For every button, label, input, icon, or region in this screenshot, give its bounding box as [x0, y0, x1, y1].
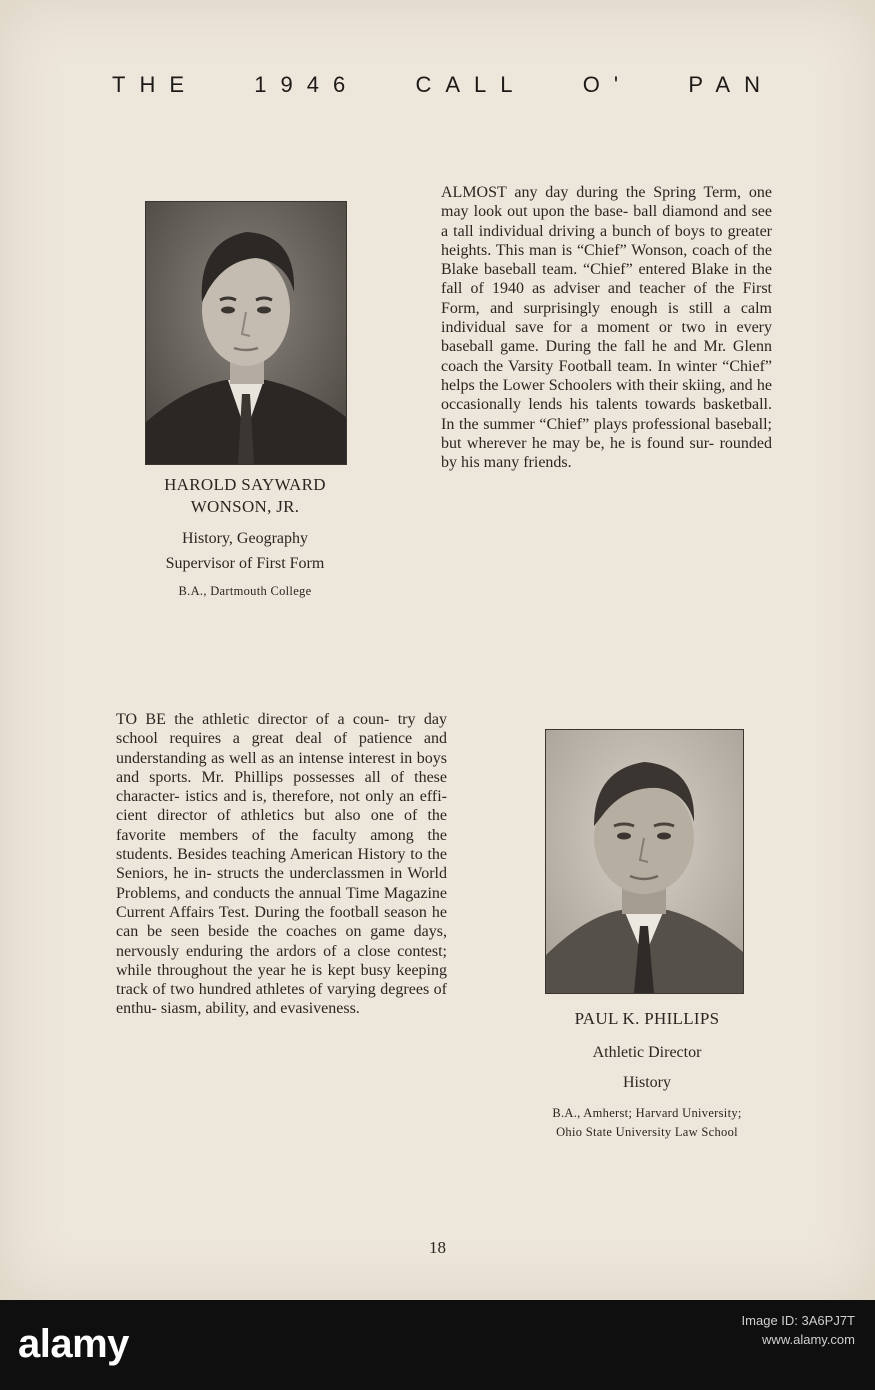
bio-wonson-text: ALMOST any day during the Spring Term, one may look out upon the base- ball diamond and see a tall individual driving a bunch of boys to greater heights. This man is “Chief” Wonson, coach of the Blake baseball team. “Chief” entered Blake in the fall of 1940 as adviser and teacher of the First Form, and surprisingly enough is still a calm individual save for a moment or two in every baseball game. During the fall he and Mr. Glenn coach the Varsity Football team. In winter “Chief” helps the Lower Schoolers with their skiing, and he occasionally lends his talents towards basketball. In the summer “Chief” plays professional baseball; but wherever he may be, he is found sur- rounded by his many friends. — [441, 184, 772, 472]
header-word-pan: PAN — [688, 72, 774, 97]
subjects-phillips: History — [623, 1074, 671, 1091]
degree-phillips-line2: Ohio State University Law School — [556, 1125, 738, 1139]
position-phillips: Athletic Director — [592, 1044, 702, 1061]
caption-wonson — [132, 474, 358, 601]
position-wonson: Supervisor of First Form — [165, 555, 325, 572]
image-id-label: Image ID: 3A6PJ7T — [741, 1313, 855, 1328]
bio-wonson — [441, 183, 772, 472]
bio-phillips — [116, 710, 447, 1019]
degree-wonson: B.A., Dartmouth College — [178, 584, 312, 598]
header-word-call: CALL — [415, 72, 527, 97]
degree-phillips-line1: B.A., Amherst; Harvard University; — [552, 1106, 742, 1120]
name-wonson-line1: HAROLD SAYWARD — [164, 475, 326, 494]
image-id-block — [742, 1313, 855, 1347]
alamy-logo: alamy — [18, 1322, 129, 1366]
subjects-wonson: History, Geography — [181, 530, 309, 547]
portrait-phillips — [545, 729, 744, 994]
bio-phillips-text: TO BE the athletic director of a coun- try day school requires a great deal of patience and understanding as well as an intense interest in boys and sports. Mr. Phillips possesses all of these character- istics and is, therefore, not only an effi- cient director of athletics but also one of the favorite members of the faculty among the students. Besides teaching American History to the Seniors, he in- structs the underclassmen in World Problems, and conducts the annual Time Magazine Current Affairs Test. During the football season he can be seen beside the coaches on game days, nervously enduring the ardors of a close contest; while throughout the year he is kept busy keeping track of two hundred athletes of varying degrees of enthu- siasm, ability, and evasiveness. — [116, 711, 447, 1018]
header-word-the: THE — [112, 72, 198, 97]
portrait-phillips-image — [546, 730, 743, 993]
caption-phillips — [505, 1008, 789, 1142]
portrait-wonson — [145, 201, 347, 465]
page-header — [112, 72, 774, 98]
image-url: www.alamy.com — [762, 1332, 855, 1347]
portrait-wonson-image — [146, 202, 346, 464]
name-wonson-line2: WONSON, JR. — [190, 497, 300, 516]
name-phillips: PAUL K. PHILLIPS — [574, 1009, 720, 1028]
page-number: 18 — [429, 1238, 446, 1257]
header-word-year: 1946 — [254, 72, 360, 97]
header-word-o: O' — [582, 72, 633, 97]
watermark-footer — [0, 1300, 875, 1390]
